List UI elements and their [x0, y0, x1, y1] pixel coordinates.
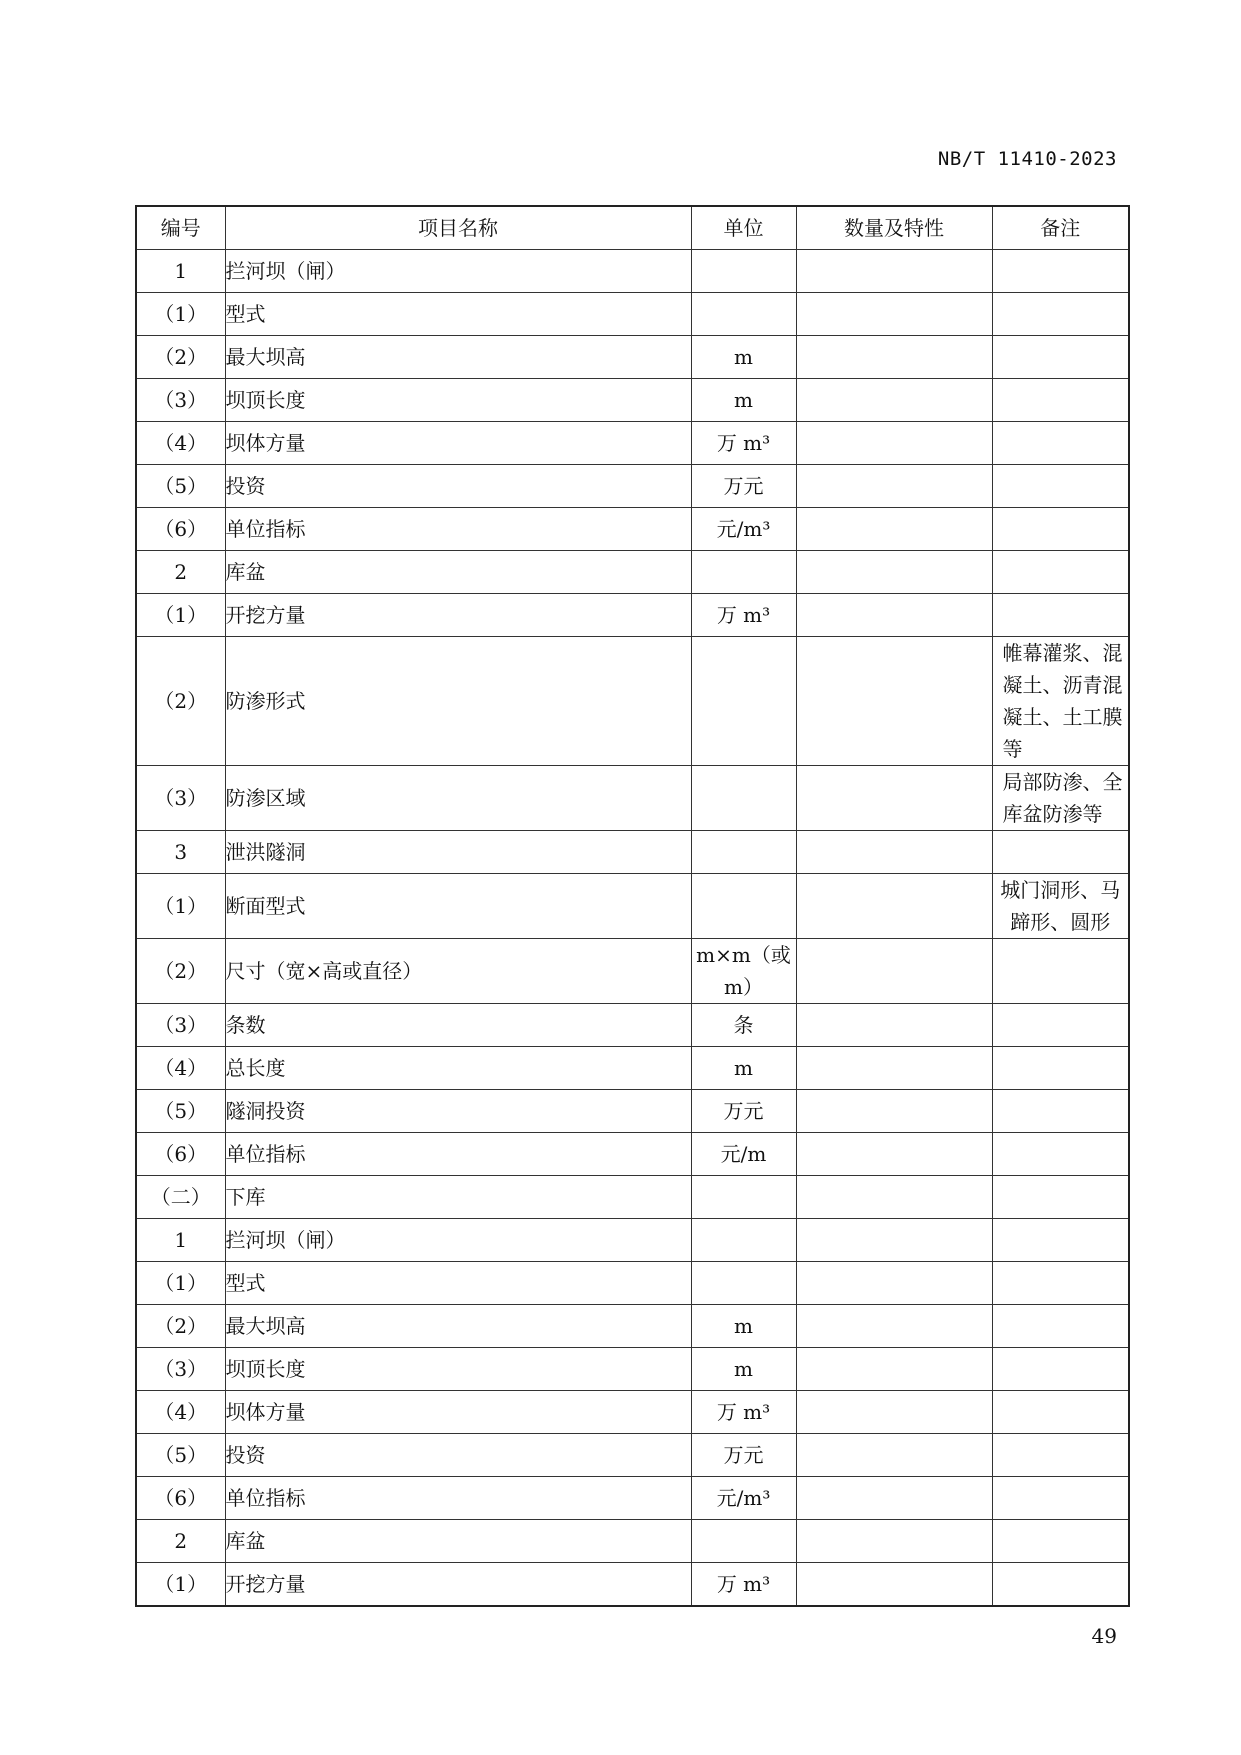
unit-cell [691, 551, 796, 594]
row-number-cell: （5） [136, 1090, 225, 1133]
table-row [136, 1047, 1129, 1090]
row-number-cell: （3） [136, 1348, 225, 1391]
quantity-cell [796, 465, 992, 508]
remarks-cell [992, 1477, 1129, 1520]
item-name-cell: 单位指标 [225, 1477, 691, 1520]
unit-cell: m [691, 1348, 796, 1391]
unit-cell: 万 m³ [691, 594, 796, 637]
table-row [136, 422, 1129, 465]
column-header-number: 编号 [136, 206, 225, 250]
quantity-cell [796, 874, 992, 939]
item-name-cell: 投资 [225, 1434, 691, 1477]
remarks-cell [992, 422, 1129, 465]
table-row [136, 250, 1129, 293]
unit-cell [691, 250, 796, 293]
item-name-cell: 坝顶长度 [225, 379, 691, 422]
item-name-cell: 下库 [225, 1176, 691, 1219]
unit-cell: m [691, 1305, 796, 1348]
unit-cell [691, 1176, 796, 1219]
column-header-item-name: 项目名称 [225, 206, 691, 250]
remarks-cell [992, 250, 1129, 293]
item-name-cell: 泄洪隧洞 [225, 831, 691, 874]
unit-cell [691, 637, 796, 766]
remarks-cell [992, 1262, 1129, 1305]
table-row [136, 874, 1129, 939]
item-name-cell: 开挖方量 [225, 594, 691, 637]
table-header-row [136, 206, 1129, 250]
quantity-cell [796, 939, 992, 1004]
quantity-cell [796, 1176, 992, 1219]
remarks-cell [992, 1176, 1129, 1219]
row-number-cell: （4） [136, 1047, 225, 1090]
row-number-cell: （二） [136, 1176, 225, 1219]
table-row [136, 1176, 1129, 1219]
quantity-cell [796, 508, 992, 551]
table-row [136, 1133, 1129, 1176]
item-name-cell: 拦河坝（闸） [225, 250, 691, 293]
quantity-cell [796, 1434, 992, 1477]
unit-cell: 万 m³ [691, 422, 796, 465]
column-header-remarks: 备注 [992, 206, 1129, 250]
remarks-cell [992, 1133, 1129, 1176]
quantity-cell [796, 551, 992, 594]
remarks-cell [992, 465, 1129, 508]
table-row [136, 594, 1129, 637]
unit-cell: 条 [691, 1004, 796, 1047]
unit-cell: 万 m³ [691, 1391, 796, 1434]
unit-cell [691, 831, 796, 874]
unit-cell: m×m（或 m） [691, 939, 796, 1004]
table-row [136, 1348, 1129, 1391]
row-number-cell: （2） [136, 939, 225, 1004]
row-number-cell: 1 [136, 1219, 225, 1262]
row-number-cell: （1） [136, 1262, 225, 1305]
remarks-cell [992, 551, 1129, 594]
table-row [136, 336, 1129, 379]
quantity-cell [796, 336, 992, 379]
quantity-cell [796, 250, 992, 293]
unit-cell [691, 766, 796, 831]
row-number-cell: （1） [136, 1563, 225, 1607]
table-row [136, 1391, 1129, 1434]
table-row [136, 831, 1129, 874]
column-header-quantity: 数量及特性 [796, 206, 992, 250]
quantity-cell [796, 1262, 992, 1305]
remarks-cell [992, 1047, 1129, 1090]
item-name-cell: 条数 [225, 1004, 691, 1047]
row-number-cell: （3） [136, 379, 225, 422]
row-number-cell: （4） [136, 422, 225, 465]
row-number-cell: （1） [136, 594, 225, 637]
item-name-cell: 最大坝高 [225, 1305, 691, 1348]
remarks-cell [992, 831, 1129, 874]
quantity-cell [796, 1133, 992, 1176]
row-number-cell: （3） [136, 1004, 225, 1047]
quantity-cell [796, 422, 992, 465]
remarks-cell [992, 1434, 1129, 1477]
document-code: NB/T 11410-2023 [937, 148, 1117, 170]
unit-cell [691, 1520, 796, 1563]
table-row [136, 1477, 1129, 1520]
unit-cell: 万元 [691, 1434, 796, 1477]
item-name-cell: 隧洞投资 [225, 1090, 691, 1133]
quantity-cell [796, 1348, 992, 1391]
quantity-cell [796, 293, 992, 336]
remarks-cell: 局部防渗、全库盆防渗等 [992, 766, 1129, 831]
row-number-cell: （6） [136, 1133, 225, 1176]
table-row [136, 637, 1129, 766]
quantity-cell [796, 1391, 992, 1434]
table-row [136, 1520, 1129, 1563]
quantity-cell [796, 1219, 992, 1262]
remarks-cell [992, 1004, 1129, 1047]
item-name-cell: 型式 [225, 1262, 691, 1305]
remarks-cell [992, 379, 1129, 422]
item-name-cell: 单位指标 [225, 508, 691, 551]
table-row [136, 379, 1129, 422]
row-number-cell: （1） [136, 874, 225, 939]
item-name-cell: 库盆 [225, 1520, 691, 1563]
remarks-cell: 城门洞形、马蹄形、圆形 [992, 874, 1129, 939]
quantity-cell [796, 1477, 992, 1520]
quantity-cell [796, 1090, 992, 1133]
unit-cell: m [691, 1047, 796, 1090]
row-number-cell: 3 [136, 831, 225, 874]
table-row [136, 508, 1129, 551]
table-body [136, 250, 1129, 1607]
unit-cell [691, 1262, 796, 1305]
quantity-cell [796, 831, 992, 874]
table-row [136, 1305, 1129, 1348]
row-number-cell: （6） [136, 1477, 225, 1520]
unit-cell: m [691, 336, 796, 379]
item-name-cell: 拦河坝（闸） [225, 1219, 691, 1262]
column-header-unit: 单位 [691, 206, 796, 250]
table-row [136, 551, 1129, 594]
table-row [136, 465, 1129, 508]
unit-cell [691, 874, 796, 939]
remarks-cell [992, 1219, 1129, 1262]
row-number-cell: （4） [136, 1391, 225, 1434]
item-name-cell: 断面型式 [225, 874, 691, 939]
row-number-cell: 1 [136, 250, 225, 293]
table-row [136, 1434, 1129, 1477]
quantity-cell [796, 379, 992, 422]
unit-cell: m [691, 379, 796, 422]
item-name-cell: 单位指标 [225, 1133, 691, 1176]
item-name-cell: 库盆 [225, 551, 691, 594]
quantity-cell [796, 766, 992, 831]
remarks-cell [992, 1090, 1129, 1133]
unit-cell: 元/m [691, 1133, 796, 1176]
item-name-cell: 开挖方量 [225, 1563, 691, 1607]
item-name-cell: 总长度 [225, 1047, 691, 1090]
item-name-cell: 坝顶长度 [225, 1348, 691, 1391]
remarks-cell [992, 1563, 1129, 1607]
unit-cell: 万元 [691, 465, 796, 508]
item-name-cell: 坝体方量 [225, 1391, 691, 1434]
row-number-cell: （3） [136, 766, 225, 831]
quantity-cell [796, 1004, 992, 1047]
row-number-cell: 2 [136, 1520, 225, 1563]
remarks-cell [992, 939, 1129, 1004]
item-name-cell: 防渗区域 [225, 766, 691, 831]
unit-cell: 元/m³ [691, 1477, 796, 1520]
quantity-cell [796, 594, 992, 637]
specification-table [135, 205, 1130, 1607]
quantity-cell [796, 1520, 992, 1563]
row-number-cell: （5） [136, 1434, 225, 1477]
quantity-cell [796, 637, 992, 766]
row-number-cell: （6） [136, 508, 225, 551]
remarks-cell [992, 1305, 1129, 1348]
table-row [136, 293, 1129, 336]
remarks-cell [992, 594, 1129, 637]
unit-cell: 元/m³ [691, 508, 796, 551]
remarks-cell: 帷幕灌浆、混凝土、沥青混凝土、土工膜等 [992, 637, 1129, 766]
table-row [136, 1262, 1129, 1305]
remarks-cell [992, 1348, 1129, 1391]
unit-cell [691, 1219, 796, 1262]
row-number-cell: （2） [136, 1305, 225, 1348]
quantity-cell [796, 1305, 992, 1348]
remarks-cell [992, 1391, 1129, 1434]
remarks-cell [992, 1520, 1129, 1563]
remarks-cell [992, 336, 1129, 379]
table-row [136, 1219, 1129, 1262]
table-row [136, 939, 1129, 1004]
row-number-cell: （2） [136, 637, 225, 766]
row-number-cell: （5） [136, 465, 225, 508]
row-number-cell: 2 [136, 551, 225, 594]
page-number: 49 [1091, 1624, 1117, 1648]
quantity-cell [796, 1047, 992, 1090]
item-name-cell: 最大坝高 [225, 336, 691, 379]
item-name-cell: 尺寸（宽×高或直径） [225, 939, 691, 1004]
item-name-cell: 型式 [225, 293, 691, 336]
row-number-cell: （2） [136, 336, 225, 379]
item-name-cell: 坝体方量 [225, 422, 691, 465]
remarks-cell [992, 508, 1129, 551]
table-row [136, 1004, 1129, 1047]
unit-cell [691, 293, 796, 336]
row-number-cell: （1） [136, 293, 225, 336]
table-row [136, 766, 1129, 831]
remarks-cell [992, 293, 1129, 336]
item-name-cell: 防渗形式 [225, 637, 691, 766]
unit-cell: 万元 [691, 1090, 796, 1133]
unit-cell: 万 m³ [691, 1563, 796, 1607]
table-row [136, 1563, 1129, 1607]
item-name-cell: 投资 [225, 465, 691, 508]
quantity-cell [796, 1563, 992, 1607]
table-row [136, 1090, 1129, 1133]
